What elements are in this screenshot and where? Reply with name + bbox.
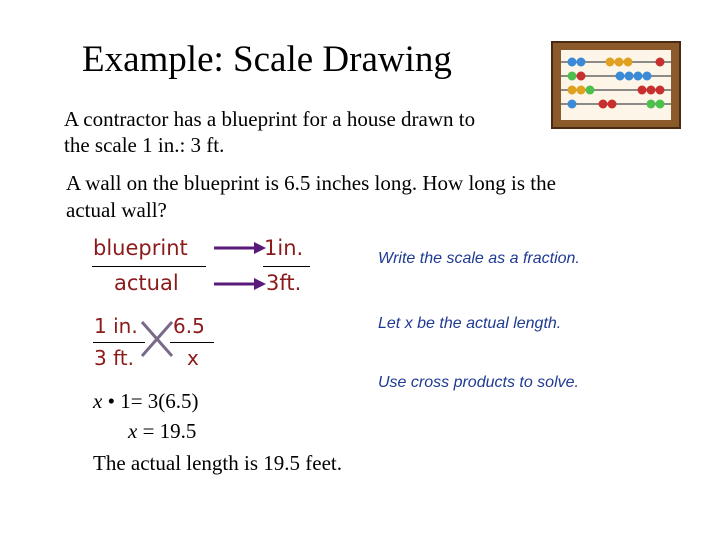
proportion-left-denominator: 3 ft. <box>94 346 134 370</box>
solution-step-1-expression: 1= 3(6.5) <box>120 389 199 413</box>
problem-line-1: A contractor has a blueprint for a house drawn to <box>64 107 476 131</box>
arrow-right-icon <box>214 241 266 255</box>
solution-step-2-variable: x <box>128 419 138 443</box>
proportion-right-denominator: x <box>187 346 199 370</box>
slide-title: Example: Scale Drawing <box>82 39 452 80</box>
abacus-icon <box>548 40 684 132</box>
problem-line-2: the scale 1 in.: 3 ft. <box>64 133 225 157</box>
fraction-bar-values <box>263 266 310 267</box>
fraction-blueprint-label: blueprint <box>93 236 188 260</box>
solution-answer: The actual length is 19.5 feet. <box>93 451 342 475</box>
proportion-right-numerator: 6.5 <box>173 314 205 338</box>
fraction-3ft-value: 3ft. <box>266 271 302 295</box>
fraction-bar-words <box>92 266 206 267</box>
solution-step-2 <box>128 418 196 444</box>
proportion-left-numerator: 1 in. <box>94 314 138 338</box>
cross-multiply-icon <box>138 318 178 360</box>
note-cross-products: Use cross products to solve. <box>378 374 579 391</box>
problem-line-3: A wall on the blueprint is 6.5 inches long. How long is the <box>66 171 556 195</box>
note-write-scale: Write the scale as a fraction. <box>378 250 580 267</box>
arrow-right-icon <box>214 277 266 291</box>
problem-line-4: actual wall? <box>66 198 167 222</box>
fraction-actual-label: actual <box>114 271 179 295</box>
solution-step-1-variable: x <box>93 389 103 413</box>
note-let-x: Let x be the actual length. <box>378 315 562 332</box>
fraction-1in-value: 1in. <box>264 236 304 260</box>
proportion-right-bar <box>170 342 214 343</box>
solution-step-1 <box>93 388 199 414</box>
solution-step-2-expression: = 19.5 <box>142 419 197 443</box>
bullet-dot-icon: • <box>107 389 115 413</box>
